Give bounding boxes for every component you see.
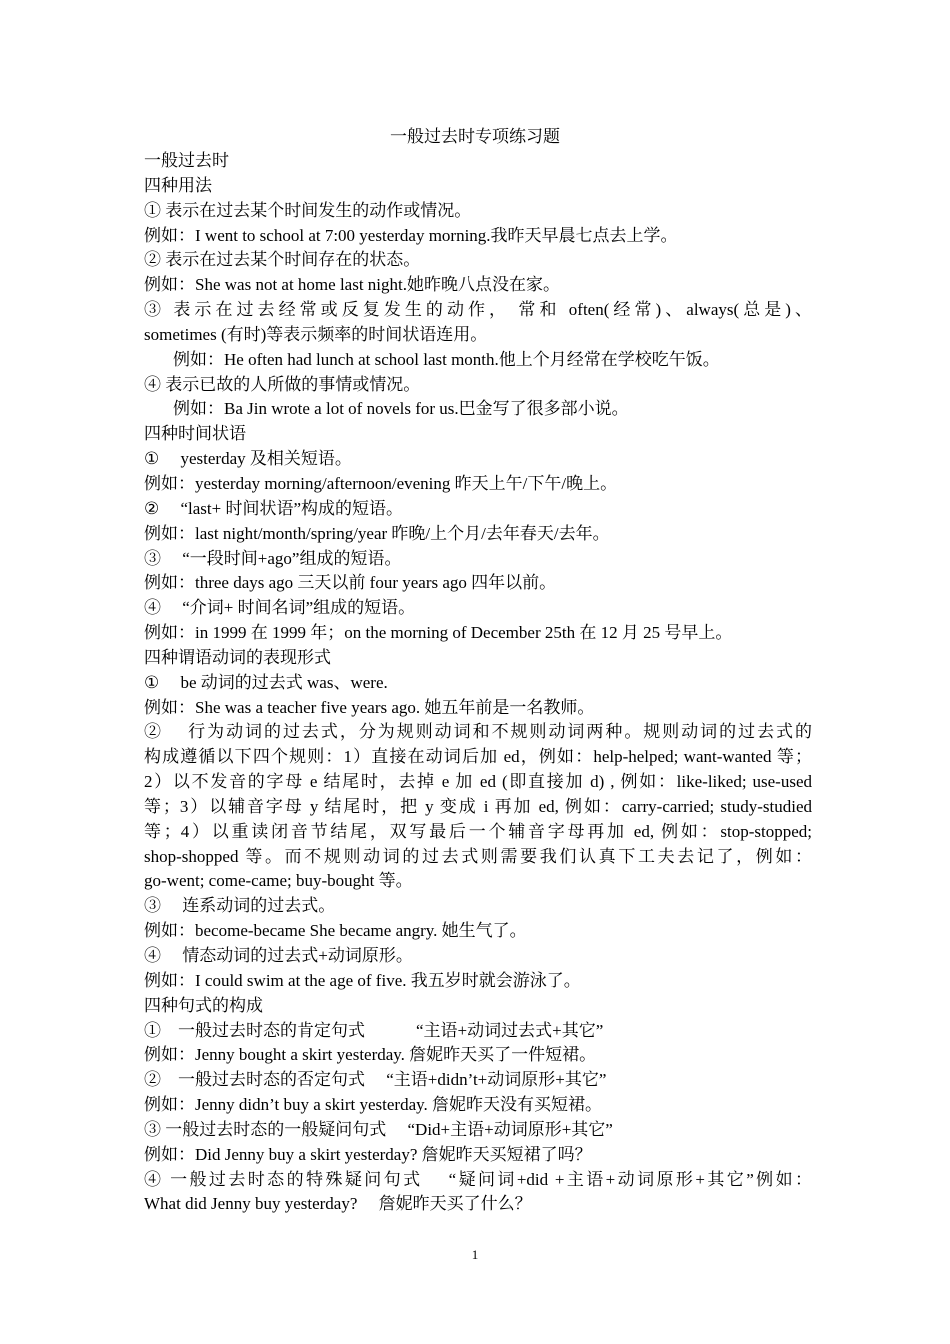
text-line: ③ 表示在过去经常或反复发生的动作， 常和 often(经常)、always(总是)、 (144, 300, 812, 320)
text-line: 四种句式的构成 (144, 995, 263, 1015)
text-line: 例如：I could swim at the age of five. 我五岁时就会游泳了。 (144, 970, 581, 990)
text-line: ③ 一般过去时态的一般疑问句式 “Did+主语+动词原形+其它” (144, 1119, 613, 1139)
text-line: ④ 一般过去时态的特殊疑问句式 “疑问词+did +主语+动词原形+其它”例如： (144, 1169, 812, 1189)
text-line: ③ 连系动词的过去式。 (144, 896, 336, 916)
text-line: 例如：He often had lunch at school last month.他上个月经常在学校吃午饭。 (173, 349, 720, 369)
text-line: ④ “介词+ 时间名词”组成的短语。 (144, 598, 416, 618)
document-title: 一般过去时专项练习题 (390, 127, 560, 146)
text-line: sometimes (有时)等表示频率的时间状语连用。 (144, 324, 488, 344)
text-line: ① 表示在过去某个时间发生的动作或情况。 (144, 200, 472, 220)
text-line: 一般过去时 (144, 151, 229, 170)
text-line: 例如：in 1999 在 1999 年；on the morning of December 25th 在 12 月 25 号早上。 (144, 623, 733, 643)
text-line: ④ 表示已故的人所做的事情或情况。 (144, 374, 421, 394)
text-line: 例如：Did Jenny buy a skirt yesterday? 詹妮昨天买短裙了吗？ (144, 1144, 592, 1164)
text-line: shop-shopped 等。而不规则动词的过去式则需要我们认真下工夫去记了，例如： (144, 846, 812, 866)
text-line: What did Jenny buy yesterday? 詹妮昨天买了什么？ (144, 1194, 532, 1214)
text-line: 例如：become-became She became angry. 她生气了。 (144, 921, 527, 941)
text-line: ② 一般过去时态的否定句式 “主语+didn’t+动词原形+其它” (144, 1070, 607, 1090)
text-line: go-went; come-came; buy-bought 等。 (144, 871, 413, 891)
text-line: 等；3）以辅音字母 y 结尾时，把 y 变成 i 再加 ed, 例如：carry-carried; study-studied (144, 796, 812, 816)
text-line: 例如：Jenny bought a skirt yesterday. 詹妮昨天买了一件短裙。 (144, 1045, 597, 1065)
text-line: ③ “一段时间+ago”组成的短语。 (144, 548, 402, 568)
text-line: 四种时间状语 (144, 424, 246, 444)
text-line: ② 行为动词的过去式，分为规则动词和不规则动词两种。规则动词的过去式的 (144, 722, 812, 742)
text-line: ② 表示在过去某个时间存在的状态。 (144, 250, 421, 270)
text-line: 例如：She was not at home last night.她昨晚八点没在家。 (144, 275, 561, 295)
text-line: 2）以不发音的字母 e 结尾时，去掉 e 加 ed (即直接加 d) , 例如：like-liked; use-used (144, 772, 812, 792)
text-line: 构成遵循以下四个规则：1）直接在动词后加 ed，例如：help-helped; want-wanted 等； (144, 747, 812, 767)
text-line: 例如：three days ago 三天以前 four years ago 四年以前。 (144, 573, 557, 593)
text-line: ① be 动词的过去式 was、were. (144, 672, 388, 692)
text-line: 例如：I went to school at 7:00 yesterday morning.我昨天早晨七点去上学。 (144, 225, 678, 245)
text-line: 例如：She was a teacher five years ago. 她五年前是一名教师。 (144, 697, 595, 717)
page-number: 1 (471, 1247, 479, 1262)
text-line: 四种谓语动词的表现形式 (144, 647, 331, 667)
text-line: 等；4）以重读闭音节结尾，双写最后一个辅音字母再加 ed, 例如：stop-stopped; (144, 821, 812, 841)
text-line: ① 一般过去时态的肯定句式 “主语+动词过去式+其它” (144, 1020, 604, 1040)
text-line: ② “last+ 时间状语”构成的短语。 (144, 498, 404, 518)
text-line: 例如：Ba Jin wrote a lot of novels for us.巴金写了很多部小说。 (173, 399, 629, 419)
text-line: 例如：yesterday morning/afternoon/evening 昨天上午/下午/晚上。 (144, 473, 618, 493)
document-body (144, 149, 812, 1217)
text-line: 例如：Jenny didn’t buy a skirt yesterday. 詹妮昨天没有买短裙。 (144, 1095, 603, 1115)
text-line: ④ 情态动词的过去式+动词原形。 (144, 946, 413, 965)
text-line: 例如：last night/month/spring/year 昨晚/上个月/去年春天/去年。 (144, 523, 610, 543)
text-line: ① yesterday 及相关短语。 (144, 449, 352, 469)
text-line: 四种用法 (144, 175, 212, 195)
